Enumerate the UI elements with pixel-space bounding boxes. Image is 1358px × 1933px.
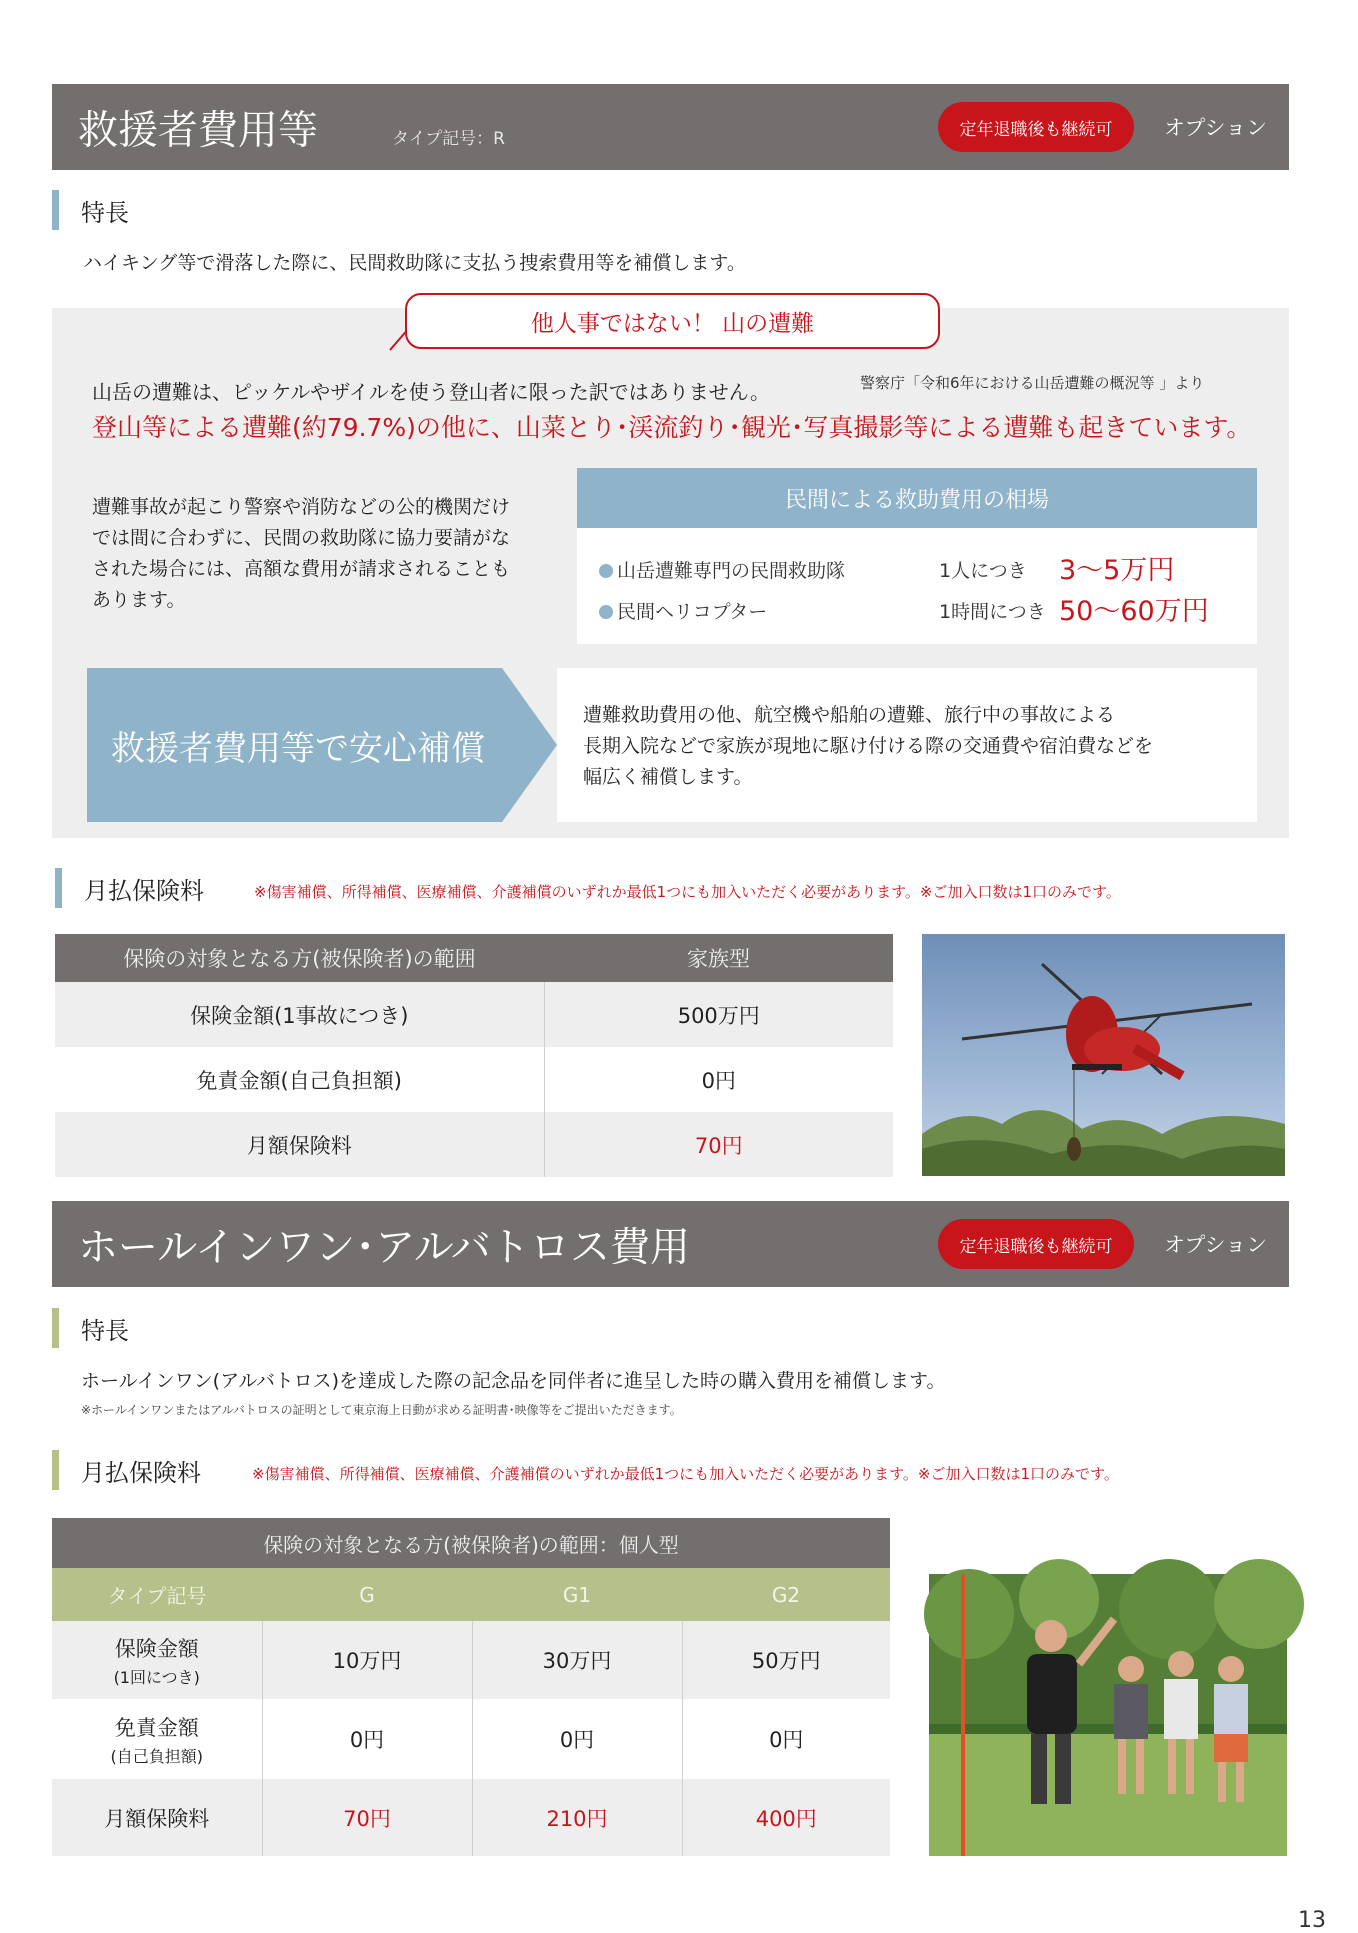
cost-row — [599, 589, 1239, 629]
heading-bar — [55, 868, 62, 908]
cost-price: 3～5万円 — [1059, 555, 1175, 586]
table-row — [55, 1112, 893, 1177]
premium-label: 月払保険料 — [84, 876, 204, 905]
heading-bar — [52, 190, 59, 230]
continuation-badge: 定年退職後も継続可 — [938, 1219, 1134, 1269]
cost-row — [599, 548, 1239, 588]
row-value: 70円 — [544, 1112, 893, 1177]
row-value: 70円 — [262, 1779, 472, 1856]
rescue-premium-table — [55, 934, 893, 1177]
callout-title: 他人事ではない！ 山の遭難 — [405, 293, 940, 349]
anshin-line: 幅広く補償します。 — [583, 766, 753, 788]
heading-bar — [52, 1308, 59, 1348]
accident-line: された場合には、高額な費用が請求されることも — [92, 558, 511, 580]
feature-note: ※ホールインワンまたはアルバトロスの証明として東京海上日動が求める証明書･映像等をご提出いただきます。 — [81, 1403, 682, 1417]
option-label: オプション — [1164, 1233, 1268, 1257]
holeinone-premium-table — [52, 1518, 890, 1856]
bullet-icon — [599, 564, 613, 578]
premium-note: ※傷害補償、所得補償、医療補償、介護補償のいずれか最低1つにも加入いただく必要があります。※ご加入口数は1口のみです。 — [254, 883, 1121, 901]
row-value: 0円 — [472, 1699, 682, 1779]
cost-name: 民間ヘリコプター — [617, 601, 768, 623]
premium-label: 月払保険料 — [81, 1458, 201, 1487]
continuation-badge: 定年退職後も継続可 — [938, 102, 1134, 152]
table-header: 保険の対象となる方(被保険者)の範囲 — [55, 934, 544, 982]
cost-box-title: 民間による救助費用の相場 — [577, 468, 1257, 528]
table-row — [52, 1621, 890, 1699]
highlight-text: 登山等による遭難(約79.7%)の他に、山菜とり･渓流釣り･観光･写真撮影等による遭難も起きています。 — [92, 413, 1252, 442]
column-header: G2 — [682, 1568, 890, 1621]
cost-unit: 1人につき — [939, 560, 1027, 582]
anshin-arrow — [87, 668, 557, 822]
row-label-sub: (1回につき) — [113, 1667, 200, 1687]
premium-heading — [52, 1450, 201, 1490]
row-value: 50万円 — [682, 1621, 890, 1699]
premium-heading — [55, 868, 204, 908]
feature-heading — [52, 190, 129, 230]
premium-note: ※傷害補償、所得補償、医療補償、介護補償のいずれか最低1つにも加入いただく必要があります。※ご加入口数は1口のみです。 — [252, 1465, 1119, 1483]
bullet-icon — [599, 605, 613, 619]
helicopter-photo — [922, 934, 1285, 1176]
feature-label: 特長 — [81, 1316, 129, 1345]
table-column-headers — [52, 1568, 890, 1621]
section-title: 救援者費用等 — [78, 107, 318, 154]
section-header-rescue — [52, 84, 1289, 170]
feature-text: ホールインワン(アルバトロス)を達成した際の記念品を同伴者に進呈した時の購入費用を補償します。 — [81, 1370, 946, 1392]
table-row — [52, 1699, 890, 1779]
cost-unit: 1時間につき — [939, 601, 1046, 623]
option-label: オプション — [1164, 116, 1268, 140]
accident-line: 遭難事故が起こり警察や消防などの公的機関だけ — [92, 496, 511, 518]
row-label-main: 保険金額 — [114, 1636, 199, 1661]
heading-bar — [52, 1450, 59, 1490]
column-header: タイプ記号 — [52, 1568, 262, 1621]
row-value: 400円 — [682, 1779, 890, 1856]
page-number: 13 — [1298, 1908, 1326, 1933]
section-title: ホールインワン･アルバトロス費用 — [78, 1224, 690, 1271]
row-value: 30万円 — [472, 1621, 682, 1699]
rescue-cost-box — [577, 468, 1257, 644]
accident-line: では間に合わずに、民間の救助隊に協力要請がな — [92, 527, 511, 549]
accident-description — [92, 492, 510, 616]
intro-text: 山岳の遭難は、ピッケルやザイルを使う登山者に限った訳ではありません。 — [92, 380, 770, 404]
source-note: 警察庁「令和6年における山岳遭難の概況等 」より — [860, 374, 1205, 392]
feature-heading — [52, 1308, 129, 1348]
row-label: 月額保険料 — [52, 1779, 262, 1856]
column-header: G — [262, 1568, 472, 1621]
row-value: 0円 — [544, 1047, 893, 1112]
row-label — [52, 1699, 262, 1779]
type-code: タイプ記号：R — [392, 129, 505, 149]
section-header-holeinone — [52, 1201, 1289, 1287]
golf-photo — [929, 1574, 1287, 1856]
column-header: G1 — [472, 1568, 682, 1621]
anshin-line: 遭難救助費用の他、航空機や船舶の遭難、旅行中の事故による — [583, 704, 1116, 726]
row-label: 保険金額(1事故につき) — [55, 982, 544, 1047]
table-top-header: 保険の対象となる方(被保険者)の範囲：個人型 — [52, 1518, 890, 1568]
table-row — [52, 1779, 890, 1856]
table-header: 家族型 — [544, 934, 893, 982]
row-label: 月額保険料 — [55, 1112, 544, 1177]
row-value: 0円 — [682, 1699, 890, 1779]
feature-label: 特長 — [81, 198, 129, 227]
anshin-label: 救援者費用等で安心補償 — [111, 728, 485, 769]
row-label — [52, 1621, 262, 1699]
row-value: 10万円 — [262, 1621, 472, 1699]
cost-price: 50～60万円 — [1059, 596, 1209, 627]
row-value: 0円 — [262, 1699, 472, 1779]
anshin-description — [557, 668, 1257, 822]
feature-text: ハイキング等で滑落した際に、民間救助隊に支払う捜索費用等を補償します。 — [83, 252, 746, 274]
cost-name: 山岳遭難専門の民間救助隊 — [617, 560, 846, 582]
row-label-sub: (自己負担額) — [110, 1746, 203, 1766]
anshin-line: 長期入院などで家族が現地に駆け付ける際の交通費や宿泊費などを — [583, 735, 1154, 757]
table-row — [55, 982, 893, 1047]
row-value: 210円 — [472, 1779, 682, 1856]
row-label: 免責金額(自己負担額) — [55, 1047, 544, 1112]
row-value: 500万円 — [544, 982, 893, 1047]
accident-line: あります。 — [92, 589, 186, 611]
table-row — [55, 1047, 893, 1112]
row-label-main: 免責金額 — [114, 1715, 199, 1740]
